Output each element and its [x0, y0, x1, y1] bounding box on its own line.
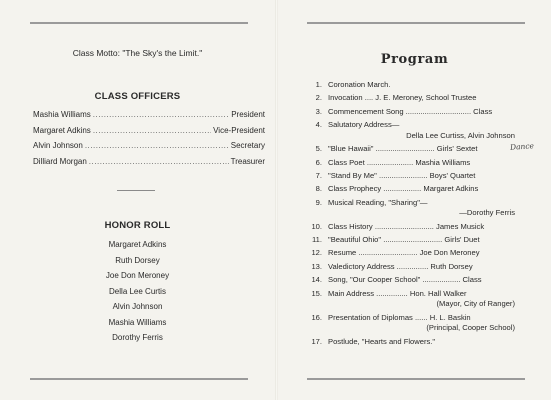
- officer-row: [33, 138, 265, 154]
- program-item-subtext: Della Lee Curtiss, Alvin Johnson: [406, 130, 515, 140]
- program-item-text: "Stand By Me" ....................... Boys' Quartet: [328, 170, 476, 180]
- program-item-number: 8.: [315, 184, 322, 194]
- honor-roll-name: Ruth Dorsey: [115, 255, 160, 265]
- program-item-text: Resume ............................ Joe Don Meroney: [328, 248, 480, 258]
- program-item: [305, 198, 515, 219]
- program-item: [305, 158, 515, 169]
- program-item-text: Main Address ............... Hon. Hall Walker: [328, 288, 467, 298]
- officer-title: Vice-President: [213, 125, 265, 135]
- officer-title: Secretary: [230, 141, 265, 151]
- officer-name: Mashia Williams: [33, 110, 91, 120]
- bottom-rule-right: [307, 378, 525, 380]
- program-item-body: [328, 248, 515, 259]
- program-item-text: Class Prophecy .................. Margaret Adkins: [328, 184, 479, 194]
- program-item-text: Class History ............................ James Musick: [328, 221, 485, 231]
- program-item: [305, 262, 515, 273]
- program-item-number: 1.: [315, 80, 322, 89]
- program-item-text: Postlude, "Hearts and Flowers.": [328, 336, 436, 346]
- program-item-text: Valedictory Address ............... Ruth Dorsey: [328, 261, 473, 271]
- program-item-text: "Beautiful Ohio" ............................ Girls' Duet: [328, 235, 480, 245]
- program-item-body: [328, 80, 515, 91]
- program-item-subtext: (Principal, Cooper School): [426, 323, 515, 333]
- program-item-text: Class Poet ...................... Mashia Williams: [328, 157, 471, 167]
- program-item-text: "Blue Hawaii" ............................ Girls' Sextet: [328, 144, 478, 154]
- program-item: [305, 235, 515, 246]
- program-item-number: 2.: [315, 93, 322, 103]
- program-title: Program: [380, 52, 449, 67]
- class-officers-heading: CLASS OFFICERS: [94, 91, 181, 102]
- program-item-number: 16.: [311, 312, 322, 322]
- officer-name: Dilliard Morgan: [33, 156, 87, 166]
- program-item: [305, 337, 515, 348]
- section-divider: [117, 190, 155, 191]
- program-item: [305, 313, 515, 334]
- program-item: [305, 289, 515, 310]
- program-item-body: [328, 313, 515, 334]
- program-item: [305, 120, 515, 141]
- honor-roll-name: Della Lee Curtis: [109, 286, 166, 296]
- honor-roll-name: Mashia Williams: [108, 317, 167, 327]
- program-item-subtext: —Dorothy Ferris: [459, 208, 515, 218]
- handwritten-note: Dance: [509, 141, 535, 152]
- program-item-body: [328, 289, 515, 310]
- program-item: [305, 93, 515, 104]
- top-rule-left: [30, 22, 248, 24]
- honor-roll-list: [0, 237, 275, 346]
- program-item-body: [328, 120, 515, 141]
- class-officers-list: [33, 107, 265, 169]
- officer-row: [33, 123, 265, 139]
- program-item: [305, 222, 515, 233]
- program-item-number: 9.: [315, 197, 322, 207]
- program-item-number: 4.: [315, 120, 322, 130]
- program-item-number: 11.: [312, 235, 322, 245]
- program-item-subtext: (Mayor, City of Ranger): [436, 299, 515, 309]
- program-item-number: 17.: [311, 336, 322, 346]
- program-item-number: 6.: [315, 157, 322, 167]
- officer-title: Treasurer: [230, 156, 265, 166]
- program-item-text: Song, "Our Cooper School" .................. Class: [328, 275, 482, 285]
- program-item-text: Invocation .... J. E. Meroney, School Trustee: [328, 93, 477, 103]
- program-item-body: [328, 337, 515, 348]
- program-item-text: Presentation of Diplomas ...... H. L. Baskin: [328, 312, 471, 322]
- program-item-number: 12.: [311, 248, 322, 258]
- officer-row: [33, 107, 265, 123]
- program-item-number: 15.: [311, 288, 322, 298]
- class-motto: Class Motto: "The Sky's the Limit.": [72, 48, 203, 58]
- program-item-body: [328, 158, 515, 169]
- program-item-number: 13.: [311, 261, 322, 271]
- program-item-text: Musical Reading, "Sharing"—: [328, 197, 428, 207]
- program-item-body: [328, 93, 515, 104]
- program-item-body: [328, 275, 515, 286]
- officer-title: President: [231, 110, 265, 120]
- honor-roll-name: Dorothy Ferris: [112, 333, 163, 342]
- program-item-body: [328, 171, 515, 182]
- honor-roll-heading: HONOR ROLL: [104, 220, 171, 231]
- program-item-body: [328, 184, 515, 195]
- program-item: [305, 107, 515, 118]
- program-item-text: Salutatory Address—: [328, 120, 400, 130]
- honor-roll-name: Alvin Johnson: [112, 302, 163, 311]
- officer-name: Margaret Adkins: [33, 125, 91, 135]
- program-item: [305, 184, 515, 195]
- program-item-number: 7.: [315, 170, 322, 180]
- honor-roll-name: Joe Don Meroney: [105, 271, 170, 280]
- program-item-text: Coronation March.: [328, 80, 391, 89]
- program-item: [305, 144, 515, 155]
- program-item-number: 3.: [315, 106, 322, 116]
- honor-roll-name: Margaret Adkins: [108, 240, 167, 249]
- program-item-body: [328, 198, 515, 219]
- top-rule-right: [307, 22, 525, 24]
- program-item: [305, 248, 515, 259]
- program-item-body: [328, 235, 515, 246]
- program-list: [305, 80, 515, 350]
- officer-row: [33, 154, 265, 170]
- program-item: [305, 80, 515, 91]
- program-item-number: 14.: [311, 275, 322, 285]
- bottom-rule-left: [30, 378, 248, 380]
- program-item: [305, 275, 515, 286]
- program-item: [305, 171, 515, 182]
- program-item-number: 10.: [311, 221, 322, 231]
- program-item-number: 5.: [315, 144, 322, 154]
- program-item-body: [328, 262, 515, 273]
- officer-name: Alvin Johnson: [33, 141, 83, 151]
- program-item-body: [328, 222, 515, 233]
- program-item-body: [328, 144, 515, 155]
- program-item-text: Commencement Song ............................... Class: [328, 106, 493, 116]
- program-item-body: [328, 107, 515, 118]
